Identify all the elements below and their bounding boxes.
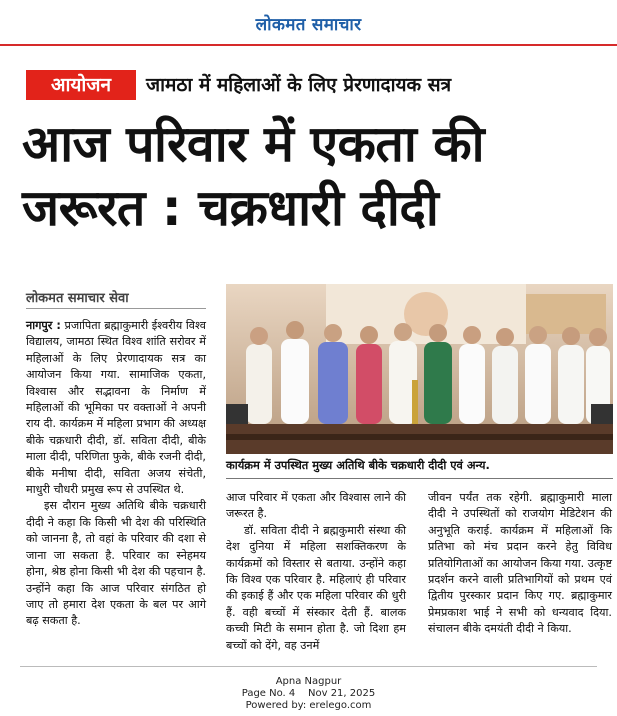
main-headline: आज परिवार में एकता की जरूरत : चक्रधारी दीदी <box>22 115 485 237</box>
photo-caption: कार्यक्रम में उपस्थित मुख्य अतिथि बीके चक्रधारी दीदी एवं अन्य. <box>226 458 490 472</box>
footer <box>0 676 617 712</box>
event-photo-illustration <box>226 284 613 454</box>
kicker-headline: जामठा में महिलाओं के लिए प्रेरणादायक सत्र <box>146 74 452 96</box>
caption-divider <box>226 478 613 479</box>
credit-divider <box>26 308 206 309</box>
footer-divider <box>20 666 597 667</box>
powered-by-link[interactable]: Powered by: erelego.com <box>245 700 372 711</box>
paragraph: जीवन पर्यंत तक रहेगी. ब्रह्माकुमारी माला दीदी ने उपस्थितों को राजयोग मेडिटेशन की अनुभूति कराई. कार्यक्रम में महिलाओं कि प्रतिभा को मंच प्रदान करने हेतु विविध प्रतियोगिताओं का आयोजन किया गया. उत्कृष्ट प्रदर्शन करने वाली प्रतिभागियों को प्रथम एवं द्वितीय पुरस्कार प्रदान किए गए. ब्रह्माकुमार प्रेमप्रकाश भाई ने सभी को धन्यवाद दिया. संचालन बीके दमयंती दीदी ने किया. <box>428 491 612 636</box>
newspaper-name: लोकमत समाचार <box>255 15 362 35</box>
page-info: Page No. 4 Nov 21, 2025 <box>241 688 376 699</box>
edition-name: Apna Nagpur <box>275 676 342 687</box>
masthead <box>0 0 617 46</box>
dateline: नागपुर : <box>26 319 61 332</box>
paragraph: डॉ. सविता दीदी ने ब्रह्मकुमारी संस्था की देश दुनिया में महिला सशक्तिकरण के कार्यक्रमों को विस्तार से बताया. उन्होंने कहा कि विश्व एक परिवार है. महिलाएं ही परिवार की इकाई हैं और एक महिला परिवार की धुरी हैं. वही बच्चों में संस्कार देती हैं. बालक कच्ची मिटी के समान होता है. जो दिशा हम बच्चों को देंगे, वह उनमें <box>226 523 406 652</box>
masthead-divider <box>0 44 617 46</box>
paragraph: इस दौरान मुख्य अतिथि बीके चक्रधारी दीदी ने कहा कि किसी भी देश की परिस्थिति को जानना है, तो वहां के परिवार की दशा से जाना जा सकता है. परिवार का स्नेहमय होना, श्रेष्ठ होना किसी भी देश की पहचान है. उन्होंने कहा कि आज परिवार संगठित हो जाए तो हमारा देश एकता के बल पर आगे बढ़ सकता है. <box>26 499 206 628</box>
news-service-credit: लोकमत समाचार सेवा <box>26 291 129 306</box>
section-tag: आयोजन <box>26 70 136 100</box>
article-column-1 <box>26 318 206 668</box>
paragraph: प्रजापिता ब्रह्माकुमारी ईश्वरीय विश्व विद्यालय, जामठा स्थित विश्व शांति सरोवर में महिलाओं के लिए प्रेरणादायक सत्र का आयोजन किया गया. सामाजिक एकता, विश्वास और सद्भावना के निर्माण में महिलाओं की भूमिका पर वक्ताओं ने अपनी राय दी. कार्यक्रम में महिला प्रभाग की अध्यक्ष बीके चक्रधारी दीदी, डॉ. सविता दीदी, बीके माला दीदी, परिणिता फुके, बीके रजनी दीदी, बीके मनीषा दीदी, सविता अजय संचेती, माधुरी चौधरी प्रमुख रूप से उपस्थित थे. <box>26 319 206 497</box>
event-photo <box>226 284 613 454</box>
paragraph: आज परिवार में एकता और विश्वास लाने की जरूरत है. <box>226 491 406 521</box>
article-column-3 <box>428 490 612 638</box>
article-column-2 <box>226 490 406 654</box>
